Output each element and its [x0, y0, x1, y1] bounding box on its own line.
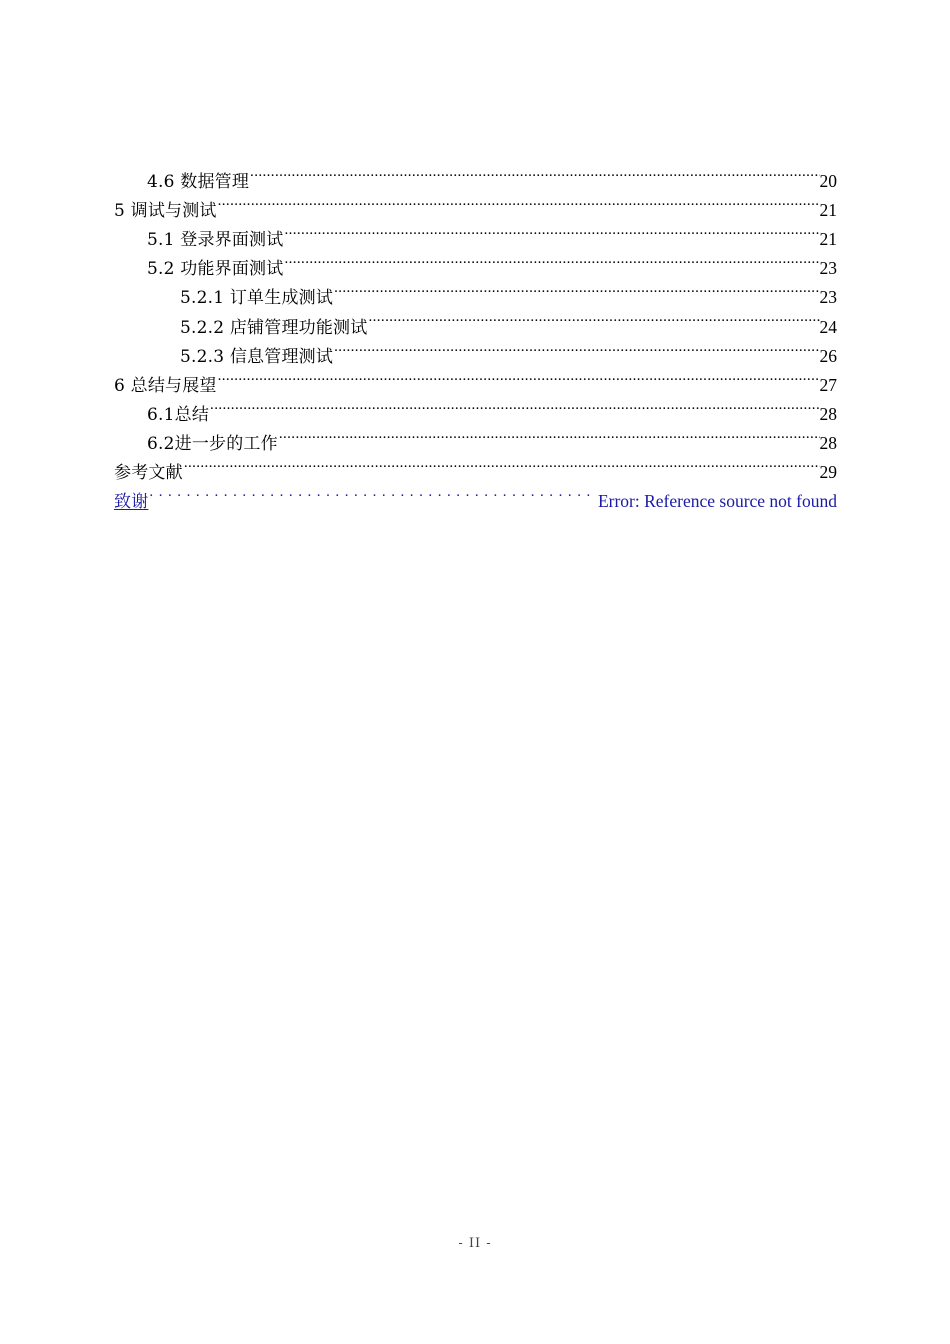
toc-page-number: 28	[820, 400, 838, 429]
toc-dot-leader	[148, 478, 594, 507]
toc-page-number: 21	[820, 225, 838, 254]
toc-page-number: 24	[820, 313, 838, 342]
toc-entry-label: 6.2进一步的工作	[147, 433, 278, 454]
toc-dot-leader	[217, 187, 820, 216]
toc-dot-leader	[333, 274, 819, 303]
toc-dot-leader	[209, 391, 819, 420]
toc-dot-leader	[333, 333, 819, 362]
toc-page-number: 21	[820, 196, 838, 225]
toc-reference-error[interactable]: Error: Reference source not found	[594, 487, 837, 516]
toc-page-number: 27	[820, 371, 838, 400]
toc-dot-leader	[283, 245, 819, 274]
toc-entry[interactable]	[114, 158, 837, 193]
page-number-footer: - II -	[458, 1236, 492, 1251]
toc-page-number: 23	[820, 254, 838, 283]
toc-entry-label[interactable]: 致谢	[114, 492, 149, 513]
toc-entry-link[interactable]	[114, 478, 837, 513]
toc-entry[interactable]	[114, 216, 837, 251]
toc-entry-label: 5.2.2 店铺管理功能测试	[180, 317, 368, 338]
toc-page-number: 26	[820, 342, 838, 371]
table-of-contents	[114, 158, 837, 513]
toc-dot-leader	[183, 449, 820, 478]
toc-page-number: 23	[820, 283, 838, 312]
toc-entry-label: 参考文献	[114, 463, 183, 484]
toc-entry-label: 5.2.1 订单生成测试	[180, 288, 334, 309]
toc-entry-label: 6 总结与展望	[114, 375, 217, 396]
toc-page-number: 28	[820, 429, 838, 458]
toc-dot-leader	[283, 216, 819, 245]
toc-entry-label: 5.2 功能界面测试	[147, 259, 284, 280]
toc-page-number: 29	[820, 458, 838, 487]
toc-entry-label: 4.6 数据管理	[147, 172, 250, 193]
toc-dot-leader	[249, 158, 819, 187]
toc-entry[interactable]	[114, 449, 837, 484]
toc-entry-label: 5.2.3 信息管理测试	[180, 346, 334, 367]
toc-entry-label: 6.1总结	[147, 404, 210, 425]
toc-page-number: 20	[820, 167, 838, 196]
toc-entry[interactable]	[114, 391, 837, 425]
toc-entry[interactable]	[114, 420, 837, 454]
toc-entry[interactable]	[114, 362, 837, 396]
toc-entry[interactable]	[114, 187, 837, 222]
toc-dot-leader	[217, 362, 820, 391]
toc-entry-label: 5.1 登录界面测试	[147, 230, 284, 251]
toc-entry-label: 5 调试与测试	[114, 201, 217, 222]
toc-dot-leader	[367, 303, 819, 332]
toc-dot-leader	[278, 420, 820, 449]
